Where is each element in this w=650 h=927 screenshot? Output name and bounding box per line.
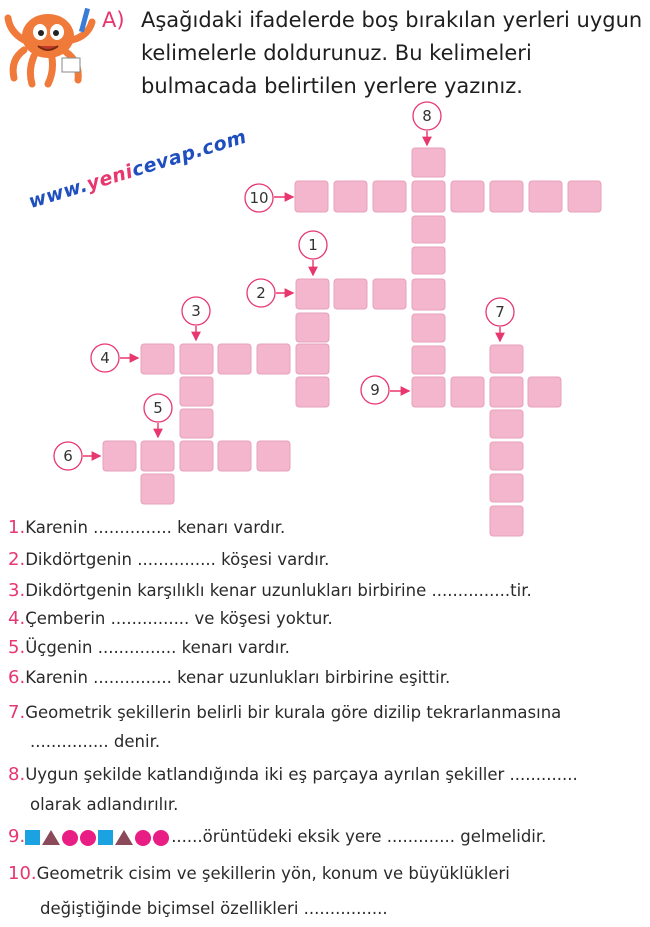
question-text: Çemberin ............... ve köşesi yoktur. [25,609,333,628]
circle-icon [153,830,169,846]
crossword-cell[interactable] [180,377,213,406]
crossword-cell[interactable] [296,377,329,407]
clue-number: 7 [495,303,505,321]
square-icon [98,830,113,845]
crossword-cell[interactable] [490,377,523,407]
clue-number: 8 [422,107,432,125]
crossword-cell[interactable] [218,441,251,471]
watermark-prefix: www. [26,174,91,214]
clue-number: 4 [100,349,110,367]
crossword-cell[interactable] [528,377,561,407]
crossword-cell[interactable] [490,345,523,373]
clue-number: 9 [370,381,380,399]
clue-8-down [412,102,445,374]
crossword-cell[interactable] [180,409,213,438]
question-number: 9. [8,826,26,847]
crossword-cell[interactable] [218,344,251,374]
crossword-cell[interactable] [490,506,523,536]
question-number: 6. [8,667,26,688]
crossword-cell[interactable] [412,216,445,243]
question-number: 3. [8,580,26,601]
clue-number: 1 [308,236,318,254]
clue-number: 10 [249,189,269,207]
clue-6-across [54,441,290,471]
crossword-cell[interactable] [373,181,406,212]
crossword-cell[interactable] [412,377,445,407]
circle-icon [62,830,78,846]
question-4 [8,608,333,630]
pattern-sequence [25,827,171,846]
crossword-cell[interactable] [257,344,290,374]
question-6 [8,667,450,689]
question-number: 5. [8,637,26,658]
circle-icon [135,830,151,846]
crossword-cell[interactable] [451,181,484,212]
crossword-cell[interactable] [257,441,290,471]
question-text: Geometrik cisim ve şekillerin yön, konum ve büyüklükleri [36,864,510,883]
clue-number: 6 [63,447,73,465]
triangle-icon [42,830,60,845]
instruction-text: Aşağıdaki ifadelerde boş bırakılan yerleri uygun kelimelerle doldurunuz. Bu kelimeleri bulmacada belirtilen yerlere yazınız. [141,8,643,98]
triangle-icon [115,830,133,845]
clue-9-across [361,376,561,407]
crossword-cell[interactable] [103,441,136,471]
watermark-suffix: cevap.com [129,125,250,182]
clue-4-across [91,344,329,374]
square-icon [25,830,40,845]
crossword-cell[interactable] [490,181,523,212]
crossword-cell[interactable] [373,279,406,309]
crossword-cell[interactable] [334,279,367,309]
question-text: Karenin ............... kenar uzunlukları birbirine eşittir. [25,668,451,687]
question-number: 10. [8,863,37,884]
crossword-cell[interactable] [334,181,367,212]
question-number: 4. [8,608,26,629]
clue-number: 5 [153,399,163,417]
question-1 [8,517,285,539]
question-8-line2: olarak adlandırılır. [30,795,179,814]
question-text: Uygun şekilde katlandığında iki eş parçaya ayrılan şekiller ............. [25,765,578,784]
crossword-cell[interactable] [490,442,523,470]
crossword-cell[interactable] [295,181,328,212]
crossword-cell[interactable] [568,181,601,212]
question-text: Dikdörtgenin karşılıklı kenar uzunlukları birbirine ...............tir. [25,581,532,600]
question-number: 7. [8,702,26,723]
question-number: 2. [8,549,26,570]
question-5 [8,637,290,659]
crossword-cell[interactable] [412,279,445,310]
crossword-cell[interactable] [412,346,445,374]
question-number: 1. [8,517,26,538]
crossword-cell[interactable] [296,279,329,309]
crossword-cell[interactable] [412,247,445,274]
question-8 [8,764,578,786]
question-3 [8,580,532,602]
crossword-cell[interactable] [529,181,562,212]
clue-10-across [245,181,601,212]
question-text: Karenin ............... kenarı vardır. [25,518,286,537]
crossword-cell[interactable] [296,344,329,374]
clue-number: 2 [256,284,266,302]
crossword-cell[interactable] [180,344,213,374]
question-text: Dikdörtgenin ............... köşesi vardır. [25,550,330,569]
question-text: ......örüntüdeki eksik yere ............. gelmelidir. [171,827,547,846]
question-text: Üçgenin ............... kenarı vardır. [25,638,290,657]
crossword-cell[interactable] [412,148,445,177]
crossword-cell[interactable] [141,441,174,471]
watermark-brand: yeni [84,160,136,196]
crossword-cell[interactable] [412,314,445,342]
crossword-cell[interactable] [490,410,523,438]
clue-1-down [296,231,329,407]
question-9 [8,826,546,848]
clue-7-down [486,298,523,536]
crossword-cell[interactable] [451,377,484,407]
clue-2-across [247,279,406,309]
question-number: 8. [8,764,26,785]
question-text: Geometrik şekillerin belirli bir kurala göre dizilip tekrarlanmasına [25,703,562,722]
crossword-cell[interactable] [141,474,174,504]
crossword-cell[interactable] [296,313,329,342]
crossword-cell[interactable] [490,474,523,502]
question-7 [8,702,561,724]
question-7-line2: ............... denir. [30,732,161,751]
clue-number: 3 [191,302,201,320]
question-10 [8,863,510,885]
crossword-cell[interactable] [412,181,445,212]
circle-icon [80,830,96,846]
question-2 [8,549,329,571]
crossword-cell[interactable] [180,441,213,471]
section-tag: A) [102,8,125,32]
question-10-line2: değiştiğinde biçimsel özellikleri ................ [40,899,388,918]
crossword-cell[interactable] [141,344,174,374]
